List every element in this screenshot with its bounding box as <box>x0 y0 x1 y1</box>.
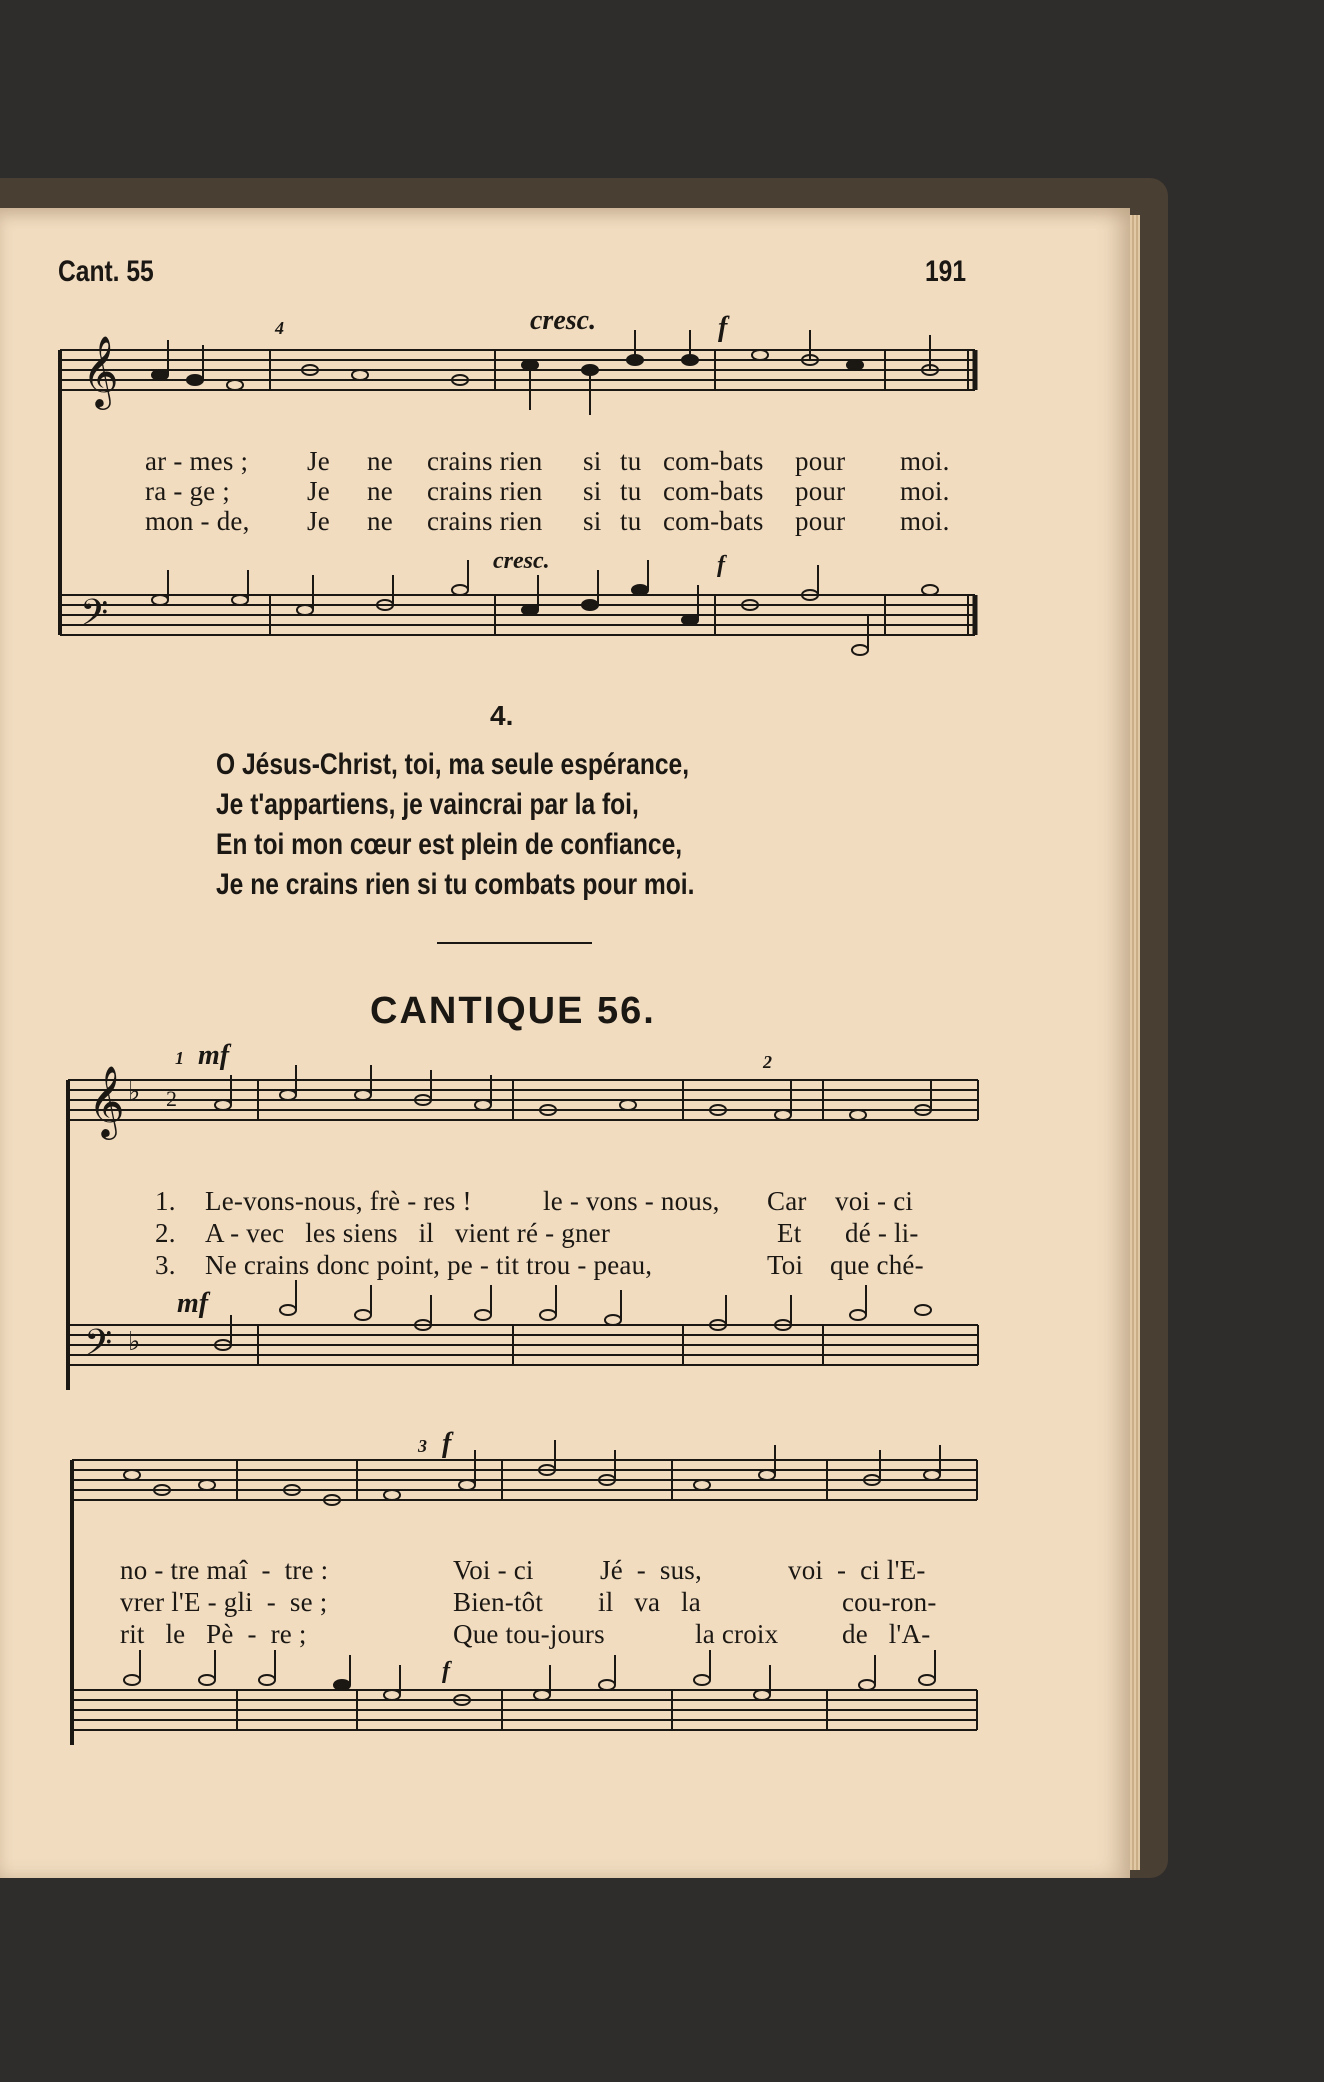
lyric-syllable: A - vec les siens il vient ré - gner <box>205 1218 611 1248</box>
lyric-syllable: vrer l'E - gli - se ; <box>120 1587 328 1617</box>
system3-measure3: 3 <box>418 1436 427 1456</box>
stanza-number: 4. <box>490 700 514 731</box>
system3-bass-staff <box>72 1690 977 1730</box>
lyric-syllable: no - tre maî - tre : <box>120 1555 329 1585</box>
system1-measure-num: 4 <box>275 318 284 338</box>
lyric-syllable: cou-ron- <box>842 1587 937 1617</box>
svg-text:𝄢: 𝄢 <box>84 1322 113 1373</box>
system3-f-top: f <box>442 1428 452 1459</box>
system3-bass-notes <box>124 1650 935 1705</box>
svg-text:♭: ♭ <box>128 1077 141 1106</box>
lyric-syllable: ar - mes ; <box>145 446 249 476</box>
lyric-syllable: de l'A- <box>842 1619 931 1649</box>
system2-measure2: 2 <box>763 1052 772 1072</box>
stanza-line: O Jésus-Christ, toi, ma seule espérance, <box>216 748 690 781</box>
system3-f-bottom: f <box>442 1658 450 1684</box>
lyric-syllable: Je <box>307 446 330 476</box>
system1-cresc-top: cresc. <box>530 305 597 336</box>
lyric-syllable: com-bats <box>663 506 764 536</box>
lyric-syllable: Que tou-jours <box>453 1619 605 1649</box>
verse-number: 1. <box>155 1186 176 1216</box>
system2-treble-staff <box>68 1080 978 1120</box>
lyric-syllable: com-bats <box>663 446 764 476</box>
system2-measure1: 1 <box>175 1048 184 1068</box>
lyric-syllable: que ché- <box>830 1250 924 1280</box>
lyric-syllable: rit le Pè - re ; <box>120 1619 307 1649</box>
lyric-syllable: Jé - sus, <box>600 1555 702 1585</box>
lyric-syllable: moi. <box>900 476 950 506</box>
svg-text:𝄞: 𝄞 <box>88 1064 125 1137</box>
lyric-syllable: la croix <box>695 1619 779 1649</box>
system2-time-signature: 2 <box>166 1086 177 1111</box>
svg-text:♭: ♭ <box>128 1327 141 1356</box>
system2-mf-top: mf <box>198 1040 230 1071</box>
lyric-syllable: com-bats <box>663 476 764 506</box>
system1-f-bottom: f <box>717 552 725 578</box>
lyric-syllable: si <box>583 446 602 476</box>
system2-mf-bottom: mf <box>177 1288 209 1319</box>
lyric-syllable: Je <box>307 506 330 536</box>
system2-bass-staff <box>68 1325 978 1365</box>
stanza4-text <box>216 745 694 905</box>
lyric-syllable: crains rien <box>427 506 543 536</box>
system1-f-top: f <box>718 312 728 343</box>
lyric-syllable: crains rien <box>427 446 543 476</box>
lyric-syllable: il va la <box>598 1587 701 1617</box>
lyric-syllable: Le-vons-nous, frè - res ! <box>205 1186 472 1216</box>
page-number: 191 <box>925 255 967 288</box>
lyric-syllable: tu <box>620 476 642 506</box>
system1-bass-staff <box>60 595 975 635</box>
verse-number: 3. <box>155 1250 176 1280</box>
svg-text:𝄞: 𝄞 <box>82 334 119 407</box>
lyric-syllable: crains rien <box>427 476 543 506</box>
lyric-syllable: Bien-tôt <box>453 1587 544 1617</box>
lyric-syllable: ne <box>367 476 393 506</box>
section-divider <box>437 942 592 944</box>
lyric-syllable: tu <box>620 506 642 536</box>
lyric-syllable: moi. <box>900 446 950 476</box>
lyric-syllable: Et <box>777 1218 802 1248</box>
verse-number: 2. <box>155 1218 176 1248</box>
svg-text:𝄢: 𝄢 <box>80 592 109 643</box>
lyric-syllable: le - vons - nous, <box>543 1186 720 1216</box>
lyric-syllable: Toi <box>767 1250 804 1280</box>
cantique-title: CANTIQUE 56. <box>370 990 656 1032</box>
stanza-line: Je t'appartiens, je vaincrai par la foi, <box>216 788 639 821</box>
lyric-syllable: Ne crains donc point, pe - tit trou - peau, <box>205 1250 653 1280</box>
lyric-syllable: ne <box>367 446 393 476</box>
lyric-syllable: pour <box>795 446 846 476</box>
lyric-syllable: pour <box>795 476 846 506</box>
lyric-syllable: moi. <box>900 506 950 536</box>
lyric-syllable: mon - de, <box>145 506 250 536</box>
lyric-syllable: tu <box>620 446 642 476</box>
lyric-syllable: si <box>583 476 602 506</box>
lyric-syllable: Je <box>307 476 330 506</box>
lyric-syllable: voi - ci l'E- <box>788 1555 926 1585</box>
system1-cresc-bottom: cresc. <box>493 548 550 574</box>
lyric-syllable: pour <box>795 506 846 536</box>
lyric-syllable: si <box>583 506 602 536</box>
lyric-syllable: Car <box>767 1186 807 1216</box>
lyric-syllable: ra - ge ; <box>145 476 231 506</box>
header-left: Cant. 55 <box>58 255 154 288</box>
stanza-line: En toi mon cœur est plein de confiance, <box>216 828 683 861</box>
lyric-syllable: voi - ci <box>835 1186 914 1216</box>
lyric-syllable: dé - li- <box>845 1218 919 1248</box>
lyric-syllable: ne <box>367 506 393 536</box>
stanza-line: Je ne crains rien si tu combats pour moi. <box>216 868 695 901</box>
lyric-syllable: Voi - ci <box>453 1555 534 1585</box>
